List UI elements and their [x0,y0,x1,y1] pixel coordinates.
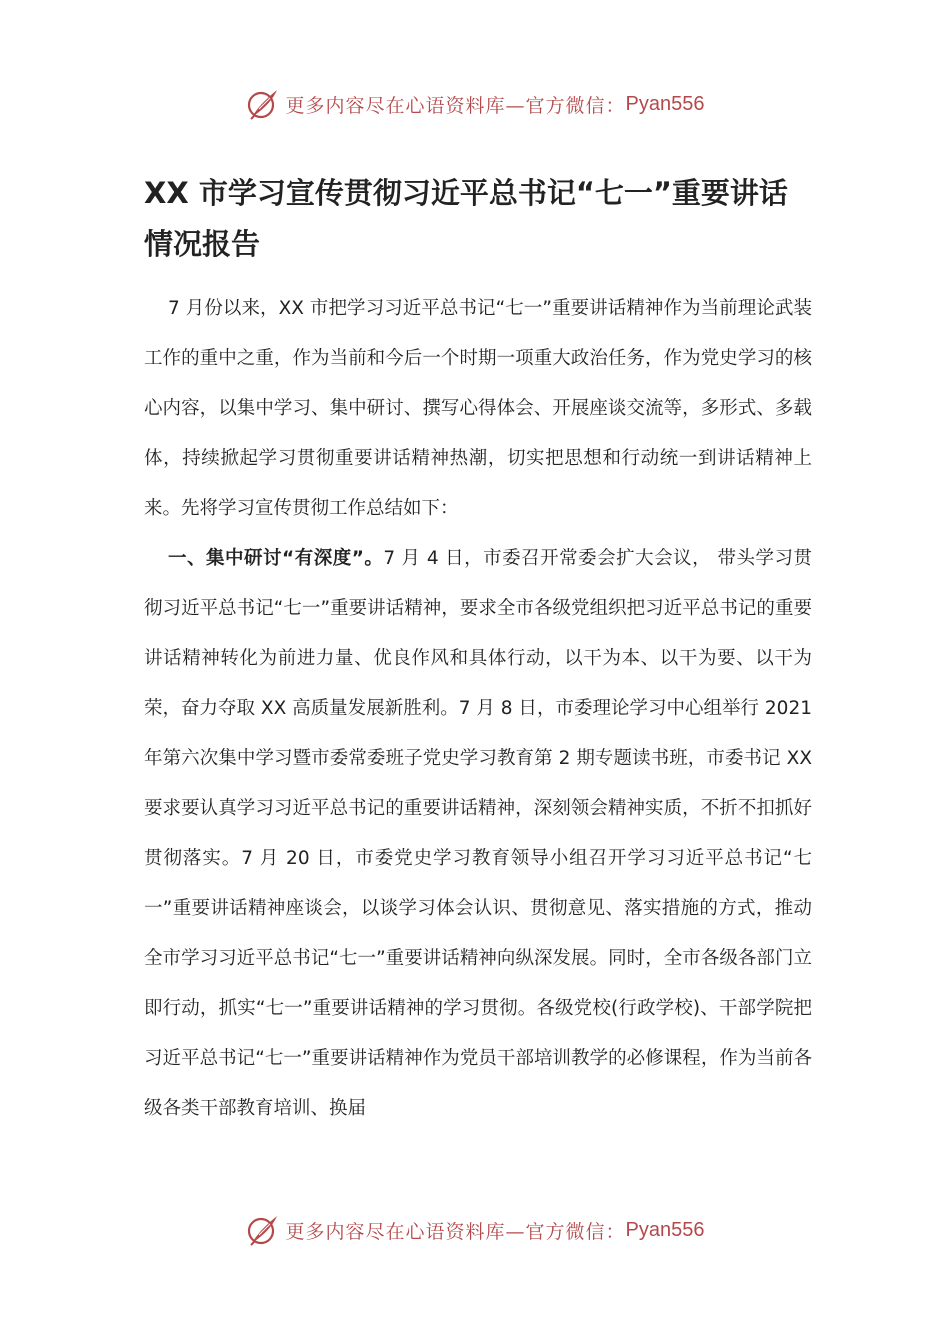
section-1-body: 7 月 4 日，市委召开常委会扩大会议， 带头学习贯彻习近平总书记“七一”重要讲话精神，要求全市各级党组织把习近平总书记的重要讲话精神转化为前进力量、优良作风和具体行动，以干为本、以干为要、以干为荣，奋力夺取 XX 高质量发展新胜利。7 月 8 日，市委理论学习中心组举行 2021 年第六次集中学习暨市委常委班子党史学习教育第 2 期专题读书班，市委书记 XX 要求要认真学习习近平总书记的重要讲话精神，深刻领会精神实质，不折不扣抓好贯彻落实。7 月 20 日，市委党史学习教育领导小组召开学习习近平总书记“七一”重要讲话精神座谈会，以谈学习体会认识、贯彻意见、落实措施的方式，推动全市学习习近平总书记“七一”重要讲话精神向纵深发展。同时，全市各级各部门立即行动，抓实“七一”重要讲话精神的学习贯彻。各级党校(行政学校)、干部学院把习近平总书记“七一”重要讲话精神作为党员干部培训教学的必修课程，作为当前各级各类干部教育培训、换届 [144,548,812,1119]
document-title: XX 市学习宣传贯彻习近平总书记“七一”重要讲话情况报告 [144,176,788,261]
header-watermark-text: 更多内容尽在心语资料库—官方微信： [285,94,626,117]
footer-watermark-banner [0,1208,950,1252]
footer-watermark-text: 更多内容尽在心语资料库—官方微信： [285,1220,626,1243]
section-1-paragraph [144,534,812,1134]
quill-pen-logo-icon [246,87,280,121]
header-watermark-banner [0,82,950,126]
intro-paragraph: 7 月份以来，XX 市把学习习近平总书记“七一”重要讲话精神作为当前理论武装工作的重中之重，作为当前和今后一个时期一项重大政治任务，作为党史学习的核心内容，以集中学习、集中研讨、撰写心得体会、开展座谈交流等，多形式、多载体，持续掀起学习贯彻重要讲话精神热潮，切实把思想和行动统一到讲话精神上来。先将学习宣传贯彻工作总结如下： [144,298,812,519]
quill-pen-logo-icon [246,1213,280,1247]
section-1-heading: 一、集中研讨“有深度”。 [168,548,384,569]
header-wechat-id: Pyan556 [625,92,705,115]
document-body [144,284,812,1134]
footer-wechat-id: Pyan556 [625,1218,705,1241]
